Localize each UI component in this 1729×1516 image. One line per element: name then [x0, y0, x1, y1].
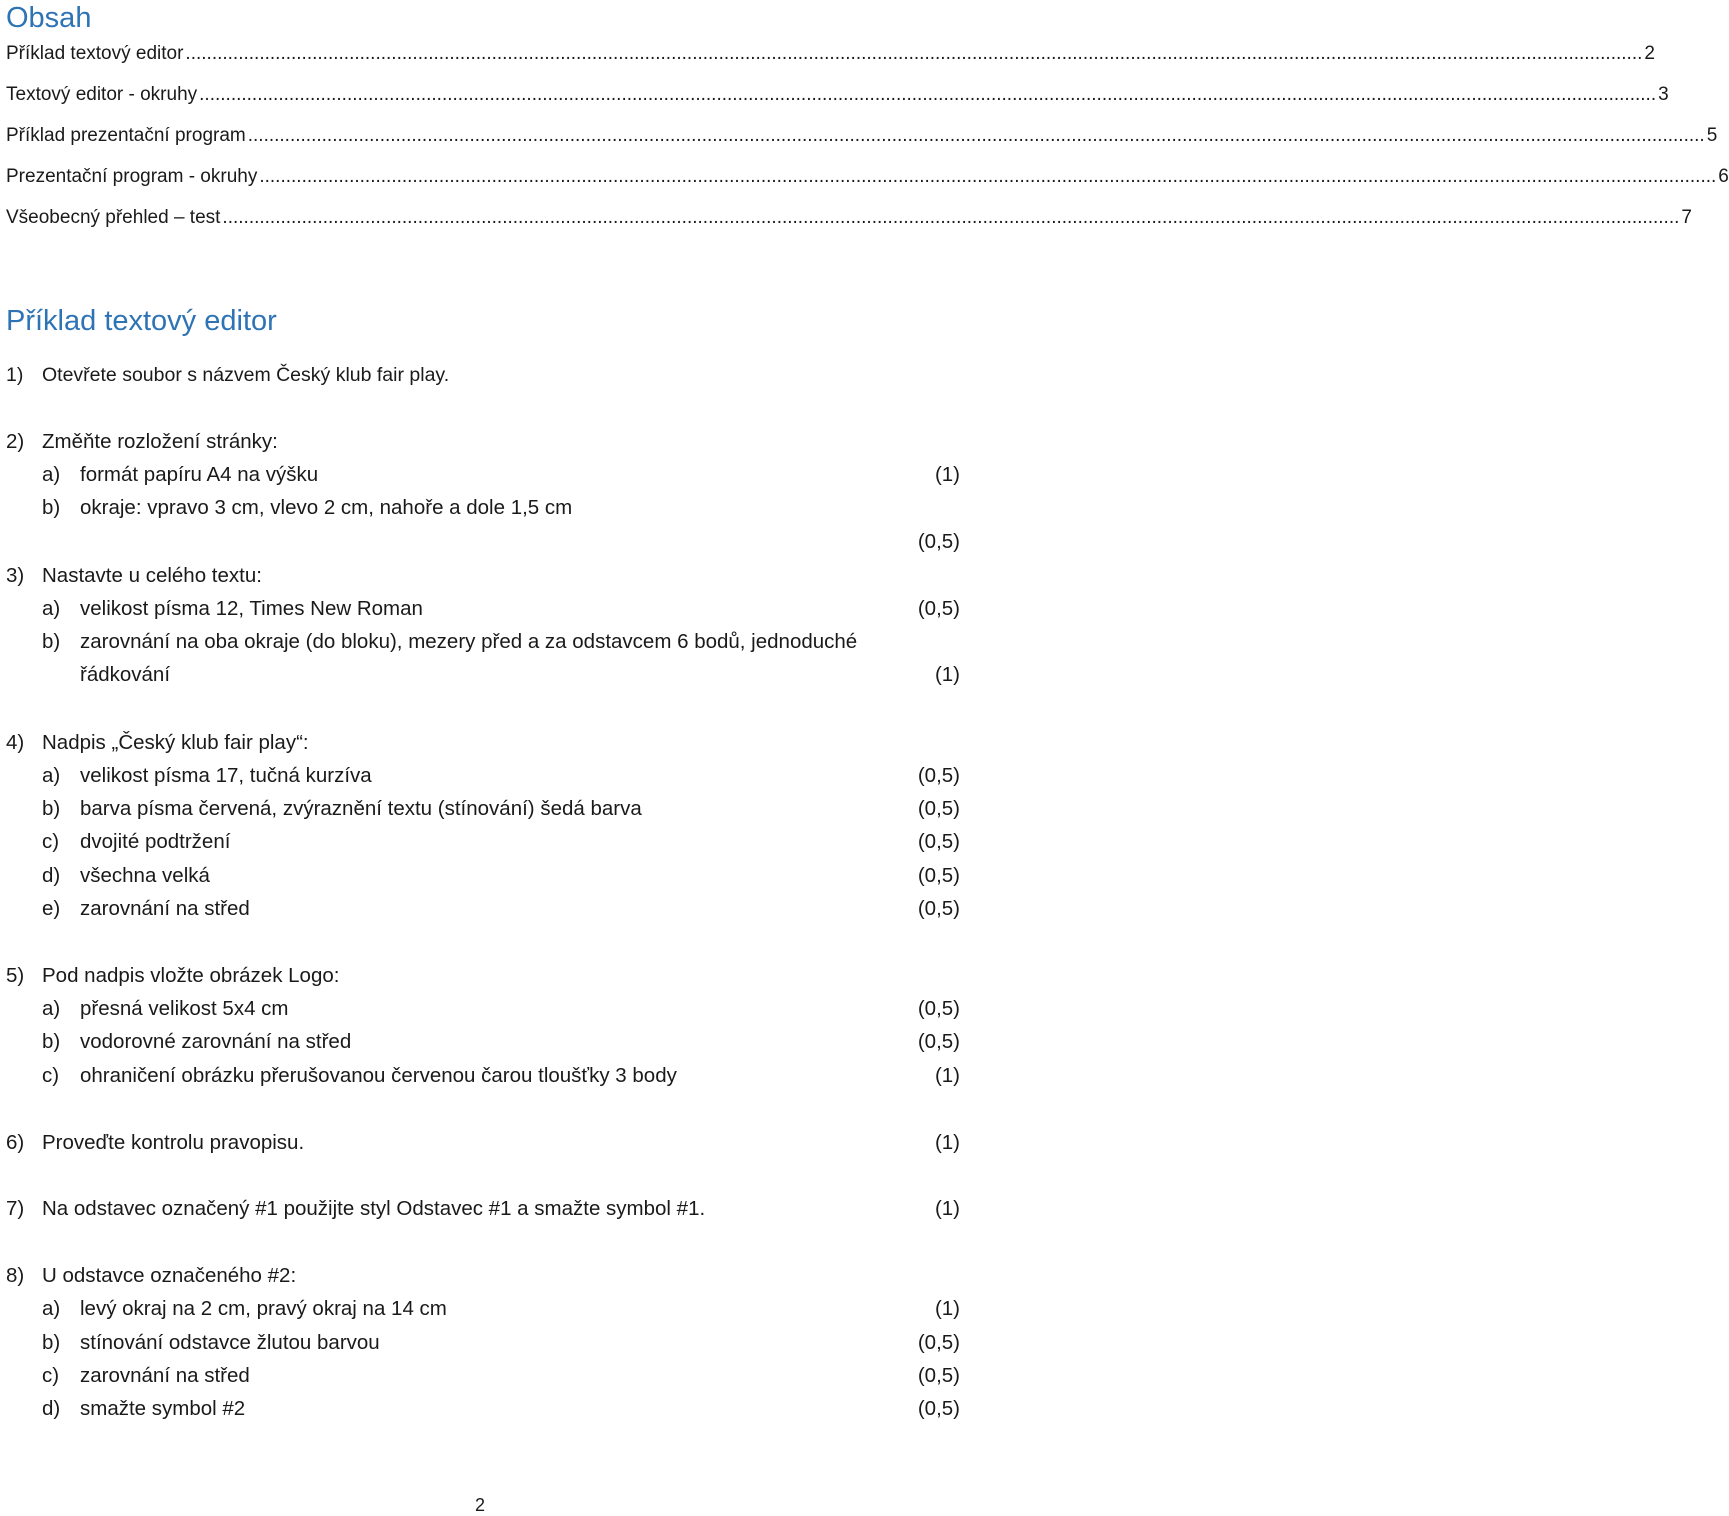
- toc-entry-title: Textový editor - okruhy: [6, 84, 198, 105]
- sub-item: [42, 830, 230, 854]
- question-3: [6, 564, 262, 588]
- sub-item: [42, 496, 572, 520]
- points: (1): [934, 1297, 960, 1320]
- question-text: Nastavte u celého textu:: [42, 564, 262, 587]
- question-number: 5): [6, 964, 25, 987]
- sub-item-letter: d): [42, 1397, 61, 1420]
- question-5: [6, 964, 339, 988]
- toc-entry[interactable]: [6, 84, 1669, 108]
- sub-item: [42, 1030, 351, 1054]
- sub-item-text: stínování odstavce žlutou barvou: [80, 1331, 380, 1354]
- sub-item: [42, 764, 372, 788]
- question-4: [6, 731, 309, 755]
- sub-item: [42, 463, 318, 487]
- toc-entry-page: 7: [1681, 207, 1692, 228]
- question-number: 7): [6, 1197, 25, 1220]
- sub-item-letter: c): [42, 1064, 60, 1087]
- sub-item-text: smažte symbol #2: [80, 1397, 246, 1420]
- points: (0,5): [917, 597, 960, 620]
- toc-leader: ....................................................................................................................................................................................................................................................................................: [222, 207, 1680, 228]
- toc-entry-title: Příklad prezentační program: [6, 125, 246, 146]
- sub-item-letter: a): [42, 597, 61, 620]
- question-1: [6, 364, 449, 387]
- sub-item-letter: b): [42, 797, 61, 820]
- toc-entry-title: Prezentační program - okruhy: [6, 166, 258, 187]
- toc-entry-page: 3: [1658, 84, 1669, 105]
- sub-item-letter: a): [42, 1297, 61, 1320]
- toc-entry-page: 2: [1644, 43, 1655, 64]
- toc-entry[interactable]: [6, 43, 1655, 67]
- question-text: Změňte rozložení stránky:: [42, 430, 278, 453]
- section-heading: Příklad textový editor: [6, 305, 277, 337]
- sub-item-text: formát papíru A4 na výšku: [80, 463, 319, 486]
- toc-entry-title: Příklad textový editor: [6, 43, 184, 64]
- sub-item-letter: c): [42, 1364, 60, 1387]
- sub-item: [42, 1331, 380, 1355]
- sub-item-text: zarovnání na střed: [80, 1364, 250, 1387]
- toc-leader: ....................................................................................................................................................................................................................................................................................: [199, 84, 1657, 105]
- question-7: [6, 1197, 705, 1221]
- sub-item-letter: e): [42, 897, 61, 920]
- points: (0,5): [917, 530, 960, 553]
- points: (0,5): [917, 764, 960, 787]
- sub-item-text: všechna velká: [80, 864, 210, 887]
- sub-item-text: velikost písma 12, Times New Roman: [80, 597, 423, 620]
- sub-item-letter: d): [42, 864, 61, 887]
- sub-item-text: levý okraj na 2 cm, pravý okraj na 14 cm: [80, 1297, 447, 1320]
- question-number: 6): [6, 1131, 25, 1154]
- points: (1): [934, 1197, 960, 1220]
- points: (1): [934, 463, 960, 486]
- question-number: 2): [6, 430, 25, 453]
- sub-item: [42, 797, 642, 821]
- points: (0,5): [917, 897, 960, 920]
- question-8: [6, 1264, 296, 1288]
- sub-item-text: zarovnání na střed: [80, 897, 250, 920]
- sub-item-letter: b): [42, 496, 61, 519]
- sub-item-text: barva písma červená, zvýraznění textu (stínování) šedá barva: [80, 797, 642, 820]
- sub-item: [42, 997, 289, 1021]
- sub-item-text: přesná velikost 5x4 cm: [80, 997, 289, 1020]
- sub-item: [42, 1364, 250, 1388]
- question-number: 1): [6, 364, 24, 386]
- points: (0,5): [917, 997, 960, 1020]
- sub-item-text: dvojité podtržení: [80, 830, 231, 853]
- points: (1): [934, 1064, 960, 1087]
- sub-item: [42, 897, 250, 921]
- toc-entry[interactable]: [6, 125, 1718, 149]
- question-2: [6, 430, 278, 454]
- sub-item-text: okraje: vpravo 3 cm, vlevo 2 cm, nahoře a dole 1,5 cm: [80, 496, 573, 519]
- question-6: [6, 1131, 304, 1155]
- sub-item: [42, 630, 857, 654]
- sub-item-text: velikost písma 17, tučná kurzíva: [80, 764, 372, 787]
- sub-item-letter: a): [42, 463, 61, 486]
- toc-leader: ....................................................................................................................................................................................................................................................................................: [185, 43, 1643, 64]
- sub-item-letter: b): [42, 630, 61, 653]
- toc-entry-page: 6: [1718, 166, 1729, 187]
- sub-item-letter: c): [42, 830, 60, 853]
- question-text: Na odstavec označený #1 použijte styl Odstavec #1 a smažte symbol #1.: [42, 1197, 706, 1220]
- question-text: Otevřete soubor s názvem Český klub fair play.: [42, 364, 450, 386]
- sub-item-letter: b): [42, 1030, 61, 1053]
- question-text: Proveďte kontrolu pravopisu.: [42, 1131, 305, 1154]
- points: (0,5): [917, 830, 960, 853]
- points: (0,5): [917, 864, 960, 887]
- points: (0,5): [917, 1397, 960, 1420]
- sub-item: [42, 597, 423, 621]
- points: (1): [934, 663, 960, 686]
- points: (0,5): [917, 1364, 960, 1387]
- sub-item-continuation: řádkování: [80, 663, 171, 686]
- sub-item: [42, 864, 210, 888]
- question-number: 4): [6, 731, 25, 754]
- sub-item: [42, 1397, 245, 1421]
- points: (0,5): [917, 797, 960, 820]
- points: (1): [934, 1131, 960, 1154]
- sub-item-letter: a): [42, 764, 61, 787]
- sub-item: [42, 1064, 677, 1088]
- toc-entry-title: Všeobecný přehled – test: [6, 207, 221, 228]
- sub-item-letter: b): [42, 1331, 61, 1354]
- sub-item-text: ohraničení obrázku přerušovanou červenou čarou tloušťky 3 body: [80, 1064, 677, 1087]
- question-number: 3): [6, 564, 25, 587]
- question-text: Nadpis „Český klub fair play“:: [42, 731, 309, 754]
- sub-item-text: vodorovné zarovnání na střed: [80, 1030, 352, 1053]
- toc-heading: Obsah: [6, 2, 92, 34]
- toc-entry-page: 5: [1706, 125, 1718, 146]
- points: (0,5): [917, 1030, 960, 1053]
- sub-item-letter: a): [42, 997, 61, 1020]
- sub-item: [42, 1297, 447, 1321]
- sub-item-text: zarovnání na oba okraje (do bloku), mezery před a za odstavcem 6 bodů, jednoduché: [80, 630, 858, 653]
- toc-leader: ....................................................................................................................................................................................................................................................................................: [259, 166, 1717, 187]
- question-text: U odstavce označeného #2:: [42, 1264, 297, 1287]
- points: (0,5): [917, 1331, 960, 1354]
- toc-entry[interactable]: [6, 166, 1729, 190]
- question-number: 8): [6, 1264, 25, 1287]
- toc-leader: ....................................................................................................................................................................................................................................................................................: [247, 125, 1705, 146]
- page-number: 2: [474, 1495, 485, 1515]
- toc-entry[interactable]: [6, 207, 1692, 231]
- question-text: Pod nadpis vložte obrázek Logo:: [42, 964, 340, 987]
